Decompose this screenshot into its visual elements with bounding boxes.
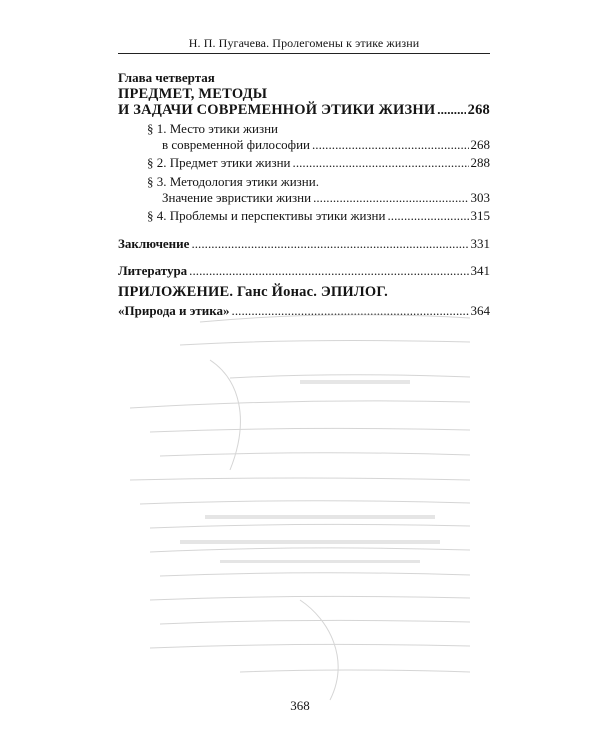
section-4-title: § 4. Проблемы и перспективы этики жизни [147,208,386,223]
chapter-title-line1: ПРЕДМЕТ, МЕТОДЫ [118,86,268,102]
dot-leader [293,155,469,171]
chapter-title-entry [118,102,490,118]
literature-page: 341 [470,263,490,278]
dot-leader [191,236,468,252]
dot-leader [437,102,465,118]
header-rule [118,53,490,54]
page-number: 368 [290,698,310,713]
running-head: Н. П. Пугачева. Пролегомены к этике жизни [188,36,420,50]
conclusion-title: Заключение [118,236,190,251]
conclusion-page: 331 [470,236,490,251]
section-3-page: 303 [470,190,490,205]
section-1-title-cont: в современной философии [162,137,310,152]
chapter-title-line2: И ЗАДАЧИ СОВРЕМЕННОЙ ЭТИКИ ЖИЗНИ [118,102,436,118]
dot-leader [313,190,468,206]
chapter-page-number: 268 [467,102,490,118]
conclusion-entry [118,236,490,252]
section-2-entry [147,155,490,171]
appendix-entry [118,303,490,319]
appendix-page: 364 [470,303,490,318]
literature-entry [118,263,490,279]
dot-leader [387,208,468,224]
section-1-entry [162,137,490,153]
appendix-title: ПРИЛОЖЕНИЕ. Ганс Йонас. ЭПИЛОГ. [118,284,388,300]
section-3-title: § 3. Методология этики жизни. [147,174,319,189]
section-2-page: 288 [470,155,490,170]
chapter-label: Глава четвертая [118,70,215,85]
section-1-page: 268 [470,137,490,152]
appendix-title-cont: «Природа и этика» [118,303,230,318]
section-4-entry [147,208,490,224]
section-3-entry [162,190,490,206]
dot-leader [189,263,468,279]
section-4-page: 315 [470,208,490,223]
section-2-title: § 2. Предмет этики жизни [147,155,291,170]
literature-title: Литература [118,263,188,278]
dot-leader [312,137,469,153]
dot-leader [232,303,469,319]
section-3-title-cont: Значение эвристики жизни [162,190,312,205]
section-1-title: § 1. Место этики жизни [147,121,278,136]
